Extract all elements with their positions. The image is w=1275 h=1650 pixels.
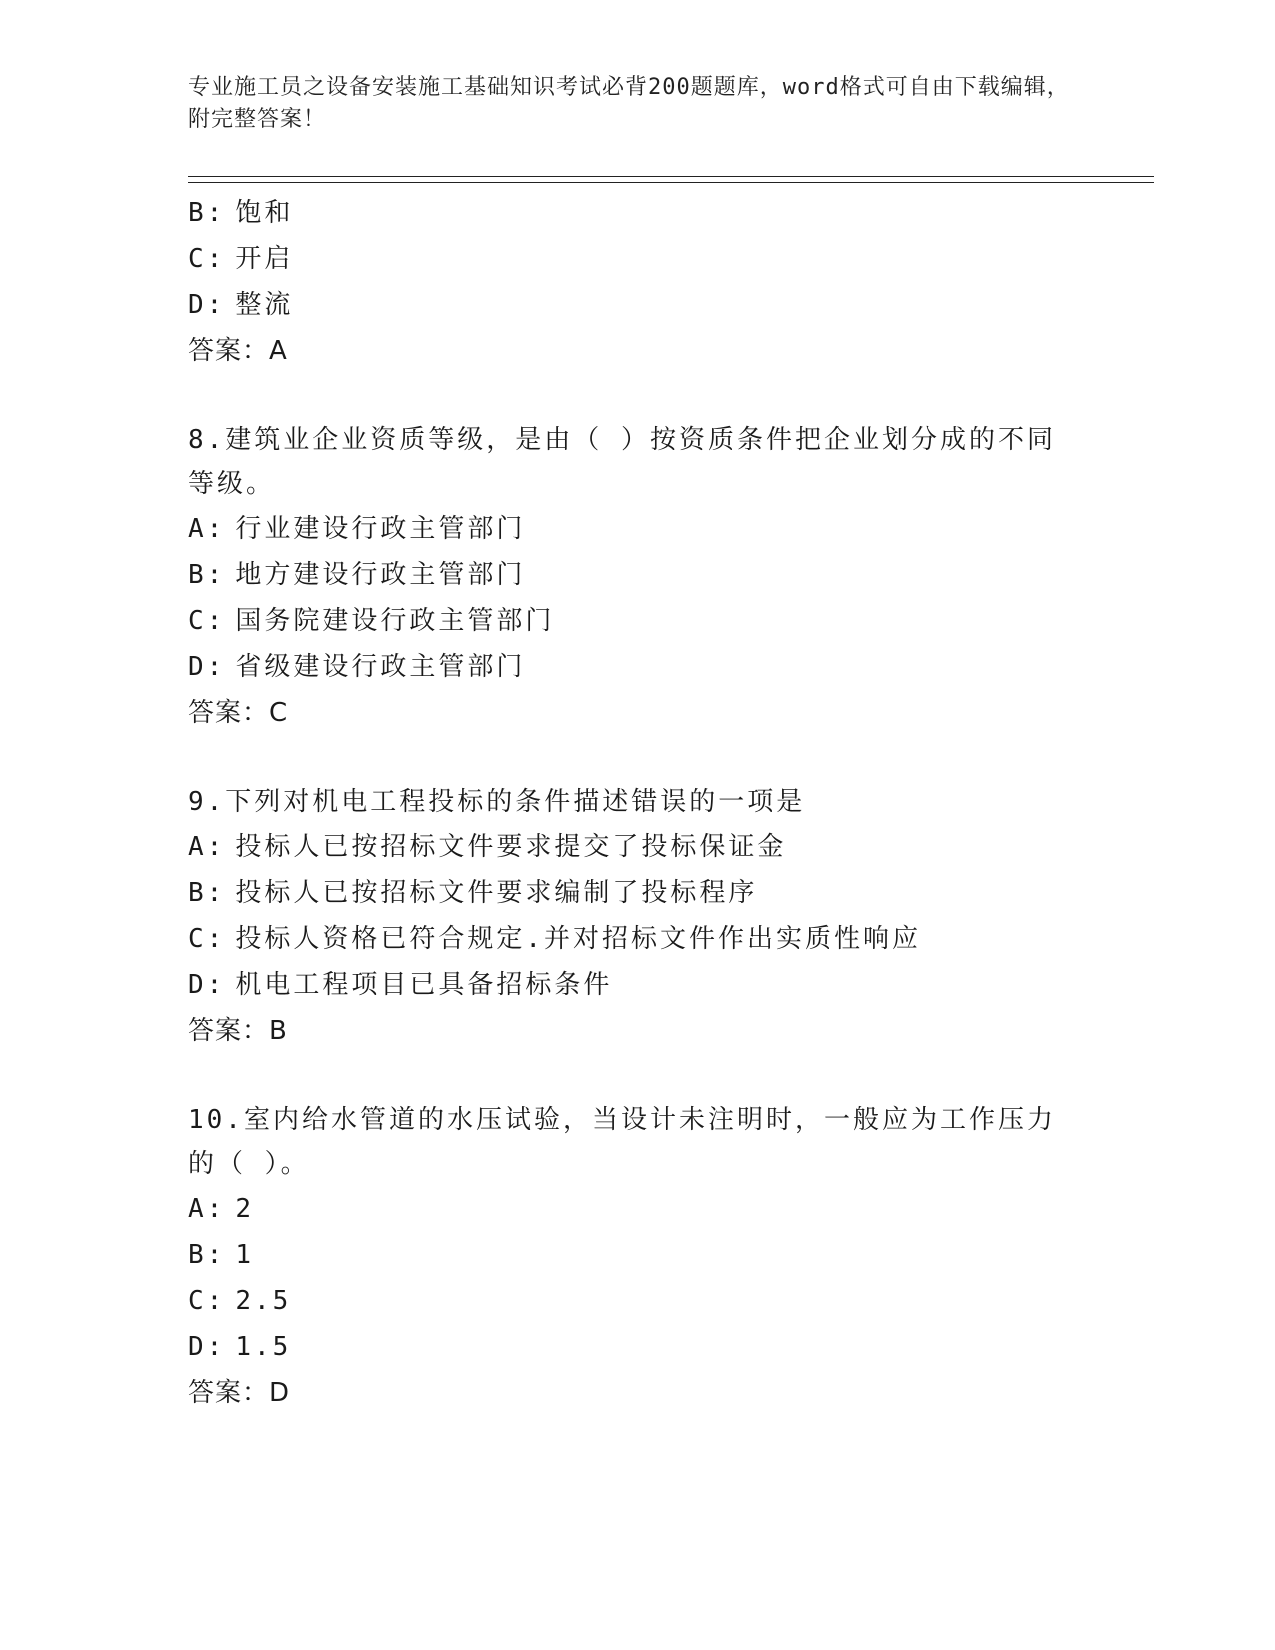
- question-block-8: [188, 418, 1088, 736]
- option-label: B:: [188, 198, 226, 228]
- option-text: 整流: [235, 290, 294, 320]
- option-a: [188, 506, 1088, 552]
- question-block-9: [188, 780, 1088, 1054]
- option-d: [188, 644, 1088, 690]
- option-label: C:: [188, 924, 226, 954]
- option-label: B:: [188, 560, 226, 590]
- option-text: 饱和: [235, 198, 294, 228]
- option-label: B:: [188, 878, 226, 908]
- option-b: [188, 552, 1088, 598]
- option-text: 2: [235, 1194, 254, 1224]
- option-text: 1.5: [235, 1332, 292, 1362]
- option-text: 机电工程项目已具备招标条件: [235, 970, 613, 1000]
- option-d: [188, 282, 1088, 328]
- option-label: D:: [188, 1332, 226, 1362]
- option-d: [188, 962, 1088, 1008]
- option-c: [188, 1278, 1088, 1324]
- option-label: A:: [188, 1194, 226, 1224]
- option-label: C:: [188, 244, 226, 274]
- option-label: D:: [188, 652, 226, 682]
- answer-line: 答案：B: [188, 1016, 288, 1046]
- option-c: [188, 916, 1088, 962]
- spacer: [188, 374, 1088, 418]
- question-text: 9.下列对机电工程投标的条件描述错误的一项是: [188, 787, 806, 817]
- option-text: 2.5: [235, 1286, 292, 1316]
- question-text: 8.建筑业企业资质等级，是由（ ）按资质条件把企业划分成的不同等级。: [188, 425, 1056, 499]
- option-label: D:: [188, 290, 226, 320]
- option-label: D:: [188, 970, 226, 1000]
- option-b: [188, 190, 1088, 236]
- option-a: [188, 824, 1088, 870]
- option-text: 地方建设行政主管部门: [235, 560, 526, 590]
- option-label: A:: [188, 832, 226, 862]
- question-text: 10.室内给水管道的水压试验，当设计未注明时，一般应为工作压力的（ ）。: [188, 1105, 1056, 1179]
- answer-line: 答案：D: [188, 1378, 291, 1408]
- document-header: 专业施工员之设备安装施工基础知识考试必背200题题库，word格式可自由下载编辑，附完整答案！: [188, 75, 1070, 132]
- question-block-7: [188, 190, 1088, 374]
- option-label: C:: [188, 606, 226, 636]
- option-text: 国务院建设行政主管部门: [235, 606, 555, 636]
- option-b: [188, 1232, 1088, 1278]
- header-rule-top: [188, 176, 1154, 177]
- option-text: 开启: [235, 244, 294, 274]
- option-text: 投标人资格已符合规定.并对招标文件作出实质性响应: [235, 924, 921, 954]
- option-text: 行业建设行政主管部门: [235, 514, 526, 544]
- question-block-10: [188, 1098, 1088, 1416]
- option-a: [188, 1186, 1088, 1232]
- option-label: A:: [188, 514, 226, 544]
- option-label: B:: [188, 1240, 226, 1270]
- option-c: [188, 598, 1088, 644]
- option-label: C:: [188, 1286, 226, 1316]
- answer-line: 答案：A: [188, 336, 288, 366]
- option-text: 1: [235, 1240, 254, 1270]
- question-list: [188, 190, 1088, 1416]
- spacer: [188, 736, 1088, 780]
- option-b: [188, 870, 1088, 916]
- spacer: [188, 1054, 1088, 1098]
- option-d: [188, 1324, 1088, 1370]
- option-text: 省级建设行政主管部门: [235, 652, 526, 682]
- option-c: [188, 236, 1088, 282]
- option-text: 投标人已按招标文件要求编制了投标程序: [235, 878, 758, 908]
- header-rule-bottom: [188, 182, 1154, 183]
- option-text: 投标人已按招标文件要求提交了投标保证金: [235, 832, 787, 862]
- answer-line: 答案：C: [188, 698, 289, 728]
